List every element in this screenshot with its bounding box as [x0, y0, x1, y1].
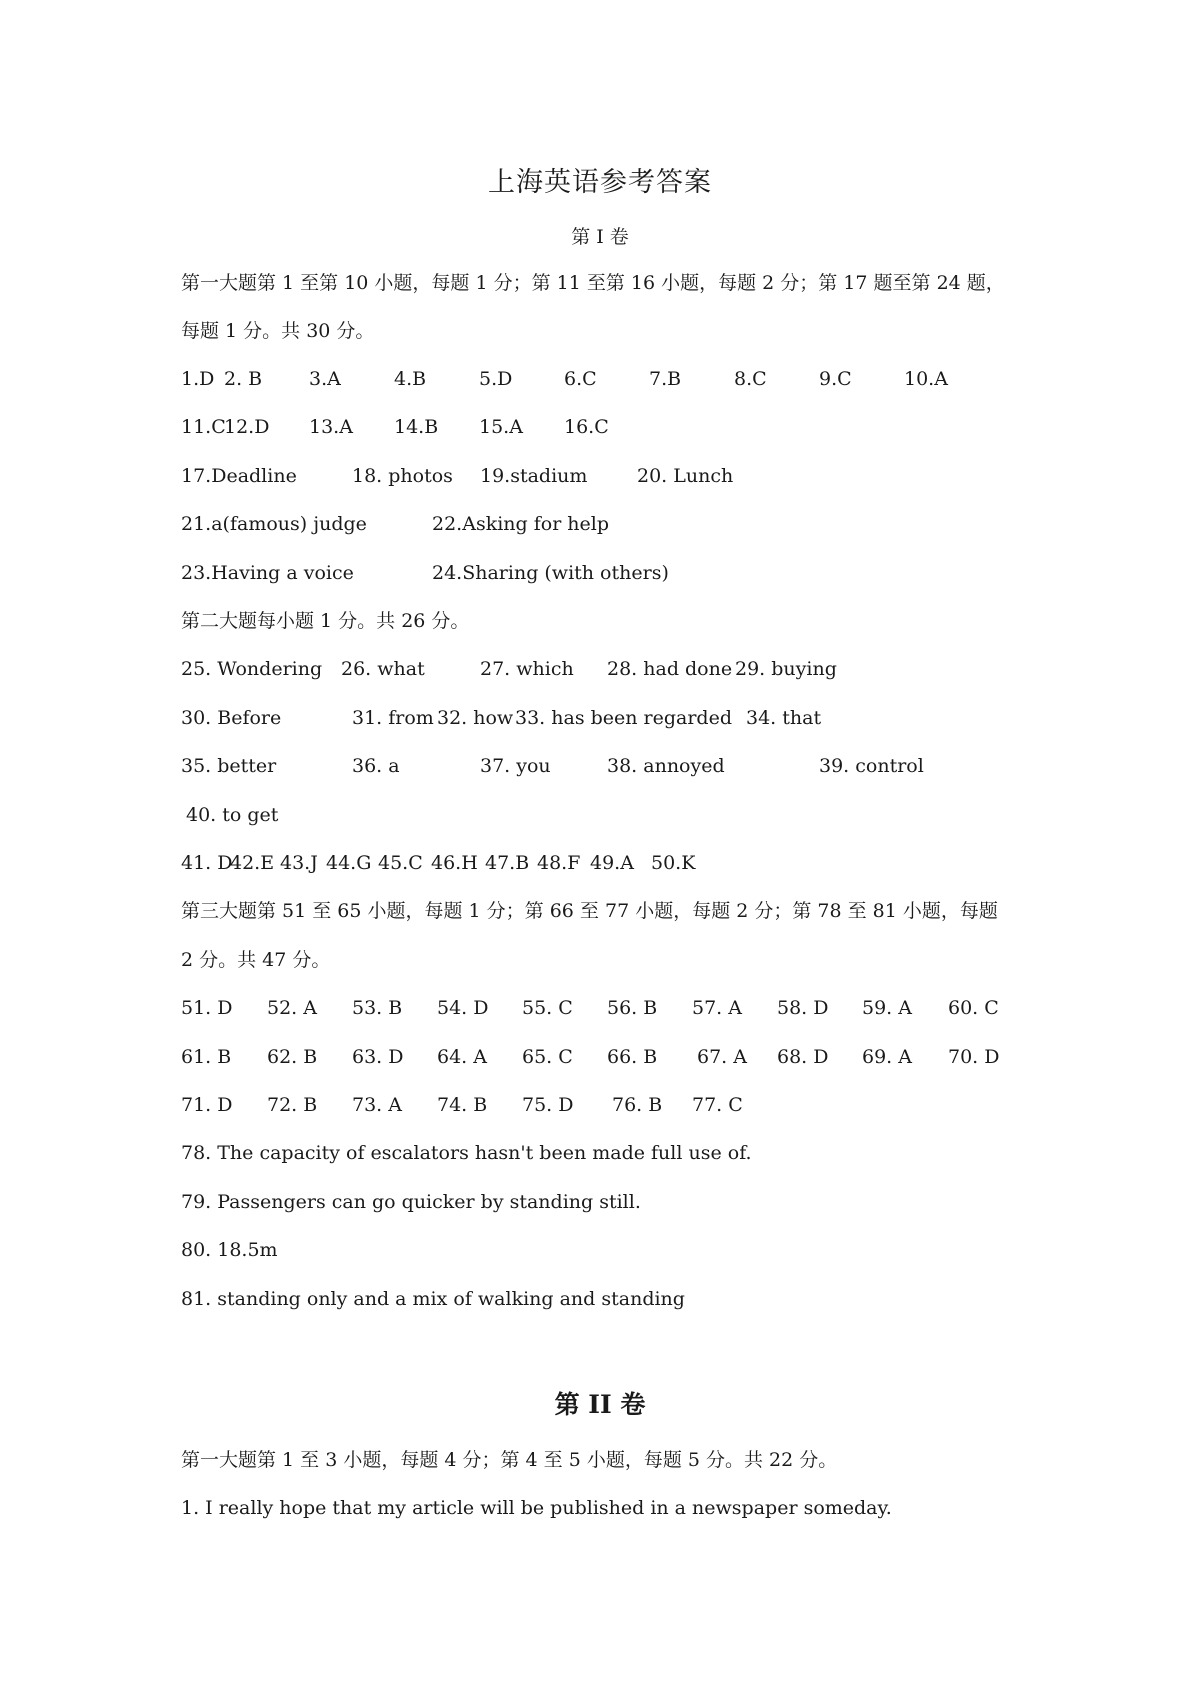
answer-item: 21.a(famous) judge	[181, 513, 367, 535]
answer-item: 69. A	[862, 1046, 912, 1068]
answer-item: 68. D	[777, 1046, 829, 1068]
page-title: 上海英语参考答案	[488, 167, 712, 198]
answer-item: 35. better	[181, 755, 277, 777]
answer-item: 15.A	[479, 416, 523, 438]
answer-item: 25. Wondering	[181, 658, 323, 680]
answer-item: 50.K	[651, 852, 696, 874]
answer-item: 39. control	[819, 755, 924, 777]
answer-78: 78. The capacity of escalators hasn't been made full use of.	[181, 1142, 752, 1164]
answer-item: 32. how	[437, 707, 514, 729]
answer-item: 16.C	[564, 416, 609, 438]
section1-description-cont: 每题 1 分。共 30 分。	[181, 320, 375, 342]
answer-item: 3.A	[309, 368, 341, 390]
answer-item: 36. a	[352, 755, 400, 777]
answer-item: 43.J	[280, 852, 318, 874]
part2-answer-1: 1. I really hope that my article will be published in a newspaper someday.	[181, 1497, 892, 1519]
answer-item: 19.stadium	[480, 465, 588, 487]
answer-79: 79. Passengers can go quicker by standing still.	[181, 1191, 641, 1213]
answer-item: 12.D	[224, 416, 270, 438]
answer-item: 18. photos	[352, 465, 453, 487]
answer-81: 81. standing only and a mix of walking and standing	[181, 1288, 685, 1310]
answer-row-1	[181, 366, 1081, 392]
answer-item: 6.C	[564, 368, 597, 390]
answer-item: 1.D	[181, 368, 215, 390]
answer-item: 75. D	[522, 1094, 574, 1116]
answer-item: 13.A	[309, 416, 353, 438]
answer-item: 60. C	[948, 997, 999, 1019]
answer-item: 8.C	[734, 368, 767, 390]
answer-item: 48.F	[537, 852, 581, 874]
answer-item: 14.B	[394, 416, 439, 438]
answer-item: 54. D	[437, 997, 489, 1019]
part2-heading: 第 II 卷	[554, 1390, 646, 1419]
answer-row-4	[181, 511, 1081, 537]
answer-item: 66. B	[607, 1046, 658, 1068]
answer-row-8	[181, 753, 1081, 779]
answer-item: 61. B	[181, 1046, 232, 1068]
answer-item: 76. B	[612, 1094, 663, 1116]
answer-row-9: 40. to get	[186, 804, 279, 826]
answer-item: 29. buying	[735, 658, 837, 680]
answer-item: 11.C	[181, 416, 226, 438]
answer-row-3	[181, 463, 1081, 489]
answer-item: 65. C	[522, 1046, 573, 1068]
answer-item: 28. had done	[607, 658, 733, 680]
answer-item: 59. A	[862, 997, 912, 1019]
part1-heading: 第 I 卷	[571, 226, 629, 248]
answer-item: 23.Having a voice	[181, 562, 354, 584]
answer-item: 58. D	[777, 997, 829, 1019]
answer-item: 53. B	[352, 997, 403, 1019]
answer-item: 26. what	[341, 658, 425, 680]
answer-item: 64. A	[437, 1046, 487, 1068]
answer-item: 56. B	[607, 997, 658, 1019]
answer-item: 70. D	[948, 1046, 1000, 1068]
answer-item: 27. which	[480, 658, 574, 680]
answer-item: 7.B	[649, 368, 682, 390]
section1-description: 第一大题第 1 至第 10 小题，每题 1 分；第 11 至第 16 小题，每题 2 分；第 17 题至第 24 题，	[181, 272, 1005, 294]
answer-item: 71. D	[181, 1094, 233, 1116]
answer-item: 31. from	[352, 707, 434, 729]
answer-item: 77. C	[692, 1094, 743, 1116]
part2-section1-description: 第一大题第 1 至 3 小题，每题 4 分；第 4 至 5 小题，每题 5 分。共 22 分。	[181, 1449, 838, 1471]
answer-item: 24.Sharing (with others)	[432, 562, 669, 584]
answer-item: 72. B	[267, 1094, 318, 1116]
section2-description: 第二大题每小题 1 分。共 26 分。	[181, 610, 470, 632]
answer-item: 10.A	[904, 368, 948, 390]
answer-item: 57. A	[692, 997, 742, 1019]
section3-description: 第三大题第 51 至 65 小题，每题 1 分；第 66 至 77 小题，每题 2 分；第 78 至 81 小题，每题	[181, 900, 998, 922]
answer-row-5	[181, 560, 1081, 586]
answer-item: 51. D	[181, 997, 233, 1019]
answer-item: 5.D	[479, 368, 513, 390]
answer-item: 62. B	[267, 1046, 318, 1068]
answer-item: 45.C	[378, 852, 423, 874]
answer-item: 46.H	[431, 852, 478, 874]
answer-item: 55. C	[522, 997, 573, 1019]
answer-row-12	[181, 1044, 1081, 1070]
answer-item: 49.A	[590, 852, 634, 874]
section3-description-cont: 2 分。共 47 分。	[181, 949, 331, 971]
answer-item: 2. B	[224, 368, 263, 390]
answer-item: 52. A	[267, 997, 317, 1019]
answer-item: 20. Lunch	[637, 465, 734, 487]
answer-row-7	[181, 705, 1081, 731]
answer-item: 74. B	[437, 1094, 488, 1116]
answer-item: 33. has been regarded	[515, 707, 733, 729]
answer-item: 47.B	[485, 852, 530, 874]
answer-item: 44.G	[326, 852, 372, 874]
answer-item: 4.B	[394, 368, 427, 390]
answer-item: 67. A	[697, 1046, 747, 1068]
answer-item: 37. you	[480, 755, 551, 777]
answer-item: 73. A	[352, 1094, 402, 1116]
answer-row-2	[181, 414, 1081, 440]
answer-item: 34. that	[746, 707, 822, 729]
answer-item: 22.Asking for help	[432, 513, 610, 535]
answer-row-11	[181, 995, 1081, 1021]
answer-item: 30. Before	[181, 707, 282, 729]
answer-item: 38. annoyed	[607, 755, 725, 777]
answer-row-6	[181, 656, 1081, 682]
answer-item: 41. D	[181, 852, 233, 874]
answer-item: 42.E	[230, 852, 275, 874]
answer-row-13	[181, 1092, 1081, 1118]
answer-row-10	[181, 850, 1081, 876]
answer-item: 17.Deadline	[181, 465, 297, 487]
answer-80: 80. 18.5m	[181, 1239, 278, 1261]
answer-item: 63. D	[352, 1046, 404, 1068]
answer-item: 9.C	[819, 368, 852, 390]
